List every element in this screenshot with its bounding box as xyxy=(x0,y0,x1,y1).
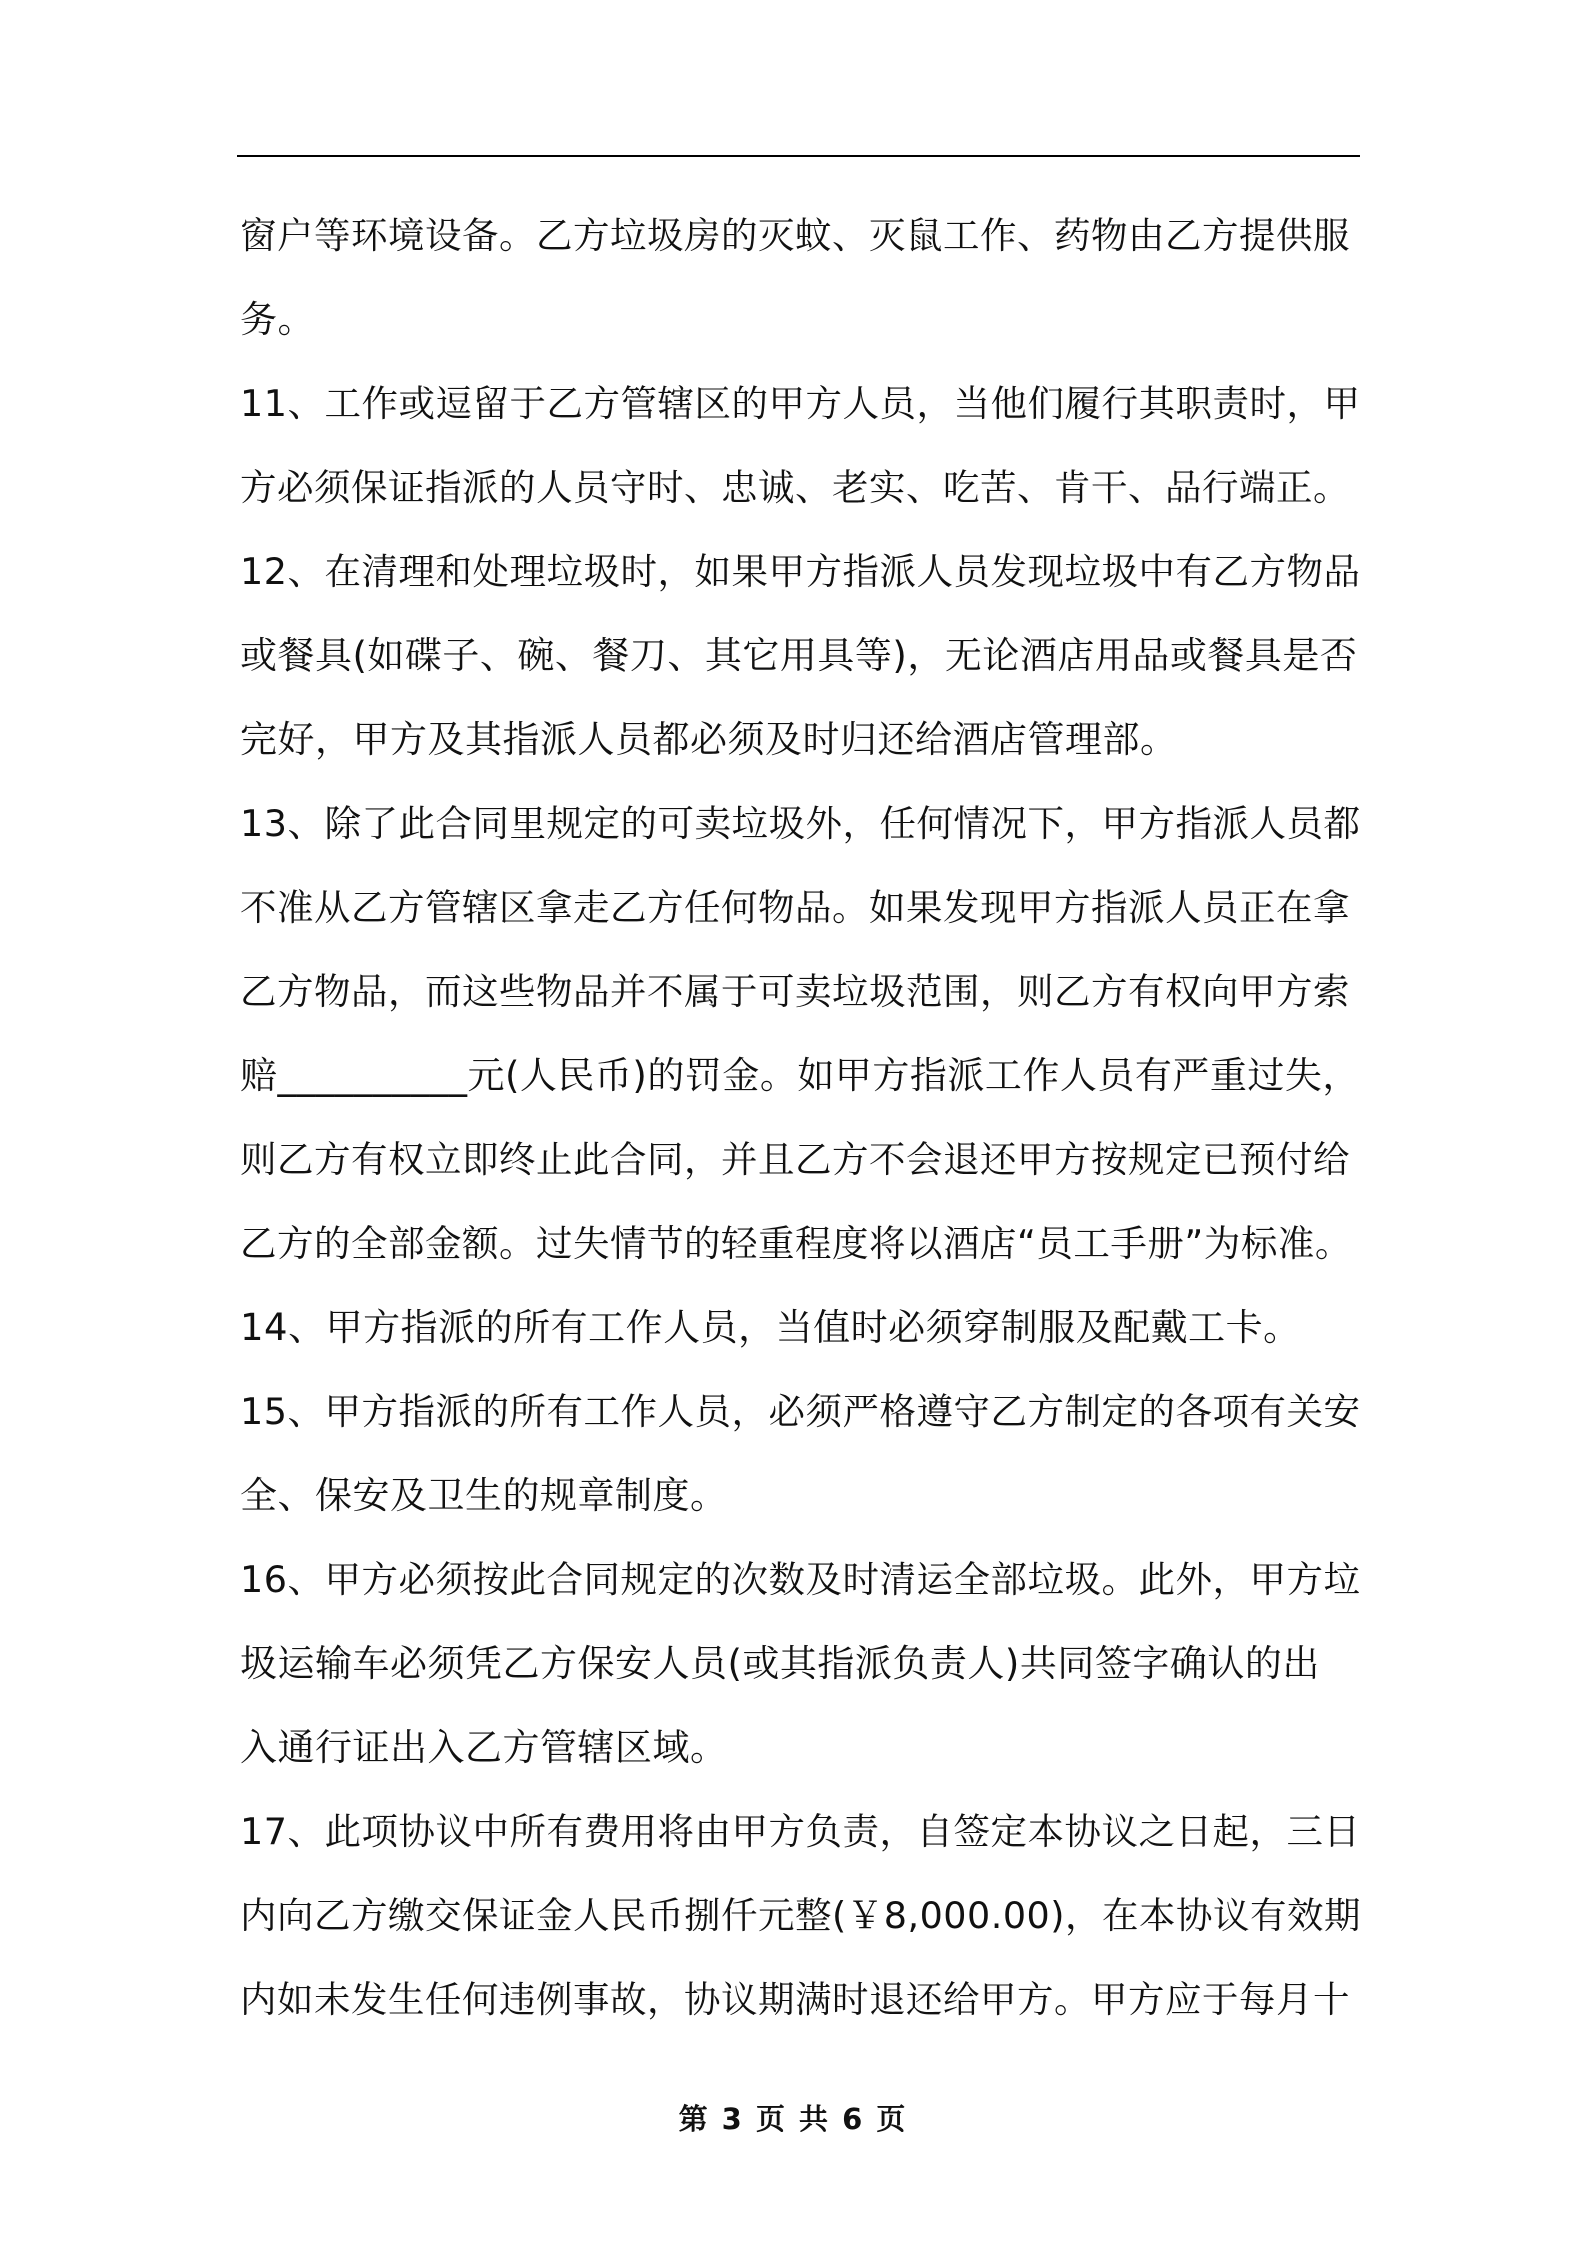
page-footer xyxy=(0,2097,1586,2138)
text-line: 方必须保证指派的人员守时、忠诚、老实、吃苦、肯干、品行端正。 xyxy=(240,466,1350,509)
text-line: 赔__________元(人民币)的罚金。如甲方指派工作人员有严重过失， xyxy=(240,1054,1360,1097)
text-line: 圾运输车必须凭乙方保安人员(或其指派负责人)共同签字确认的出 xyxy=(240,1642,1320,1685)
text-line: 12、在清理和处理垃圾时，如果甲方指派人员发现垃圾中有乙方物品 xyxy=(240,550,1361,593)
text-line: 14、甲方指派的所有工作人员，当值时必须穿制服及配戴工卡。 xyxy=(240,1306,1301,1349)
text-line: 15、甲方指派的所有工作人员，必须严格遵守乙方制定的各项有关安 xyxy=(240,1390,1361,1433)
text-line: 17、此项协议中所有费用将由甲方负责，自签定本协议之日起，三日 xyxy=(240,1810,1361,1853)
text-line: 或餐具(如碟子、碗、餐刀、其它用具等)，无论酒店用品或餐具是否 xyxy=(240,634,1358,677)
text-line: 完好，甲方及其指派人员都必须及时归还给酒店管理部。 xyxy=(240,718,1178,761)
page-number-label: 第 3 页 共 6 页 xyxy=(678,2102,908,2136)
text-line: 11、工作或逗留于乙方管辖区的甲方人员，当他们履行其职责时，甲 xyxy=(240,382,1361,425)
header-divider xyxy=(237,155,1360,157)
text-line: 16、甲方必须按此合同规定的次数及时清运全部垃圾。此外，甲方垃 xyxy=(240,1558,1361,1601)
contract-body xyxy=(240,194,1363,2042)
text-line: 13、除了此合同里规定的可卖垃圾外，任何情况下，甲方指派人员都 xyxy=(240,802,1361,845)
text-line: 内如未发生任何违例事故，协议期满时退还给甲方。甲方应于每月十 xyxy=(240,1978,1350,2021)
text-line: 乙方物品，而这些物品并不属于可卖垃圾范围，则乙方有权向甲方索 xyxy=(240,970,1350,1013)
text-line: 窗户等环境设备。乙方垃圾房的灭蚊、灭鼠工作、药物由乙方提供服 xyxy=(240,214,1350,257)
text-line: 乙方的全部金额。过失情节的轻重程度将以酒店“员工手册”为标准。 xyxy=(240,1222,1352,1265)
text-line: 内向乙方缴交保证金人民币捌仟元整(￥8,000.00)，在本协议有效期 xyxy=(240,1894,1362,1937)
text-line: 不准从乙方管辖区拿走乙方任何物品。如果发现甲方指派人员正在拿 xyxy=(240,886,1350,929)
text-line: 则乙方有权立即终止此合同，并且乙方不会退还甲方按规定已预付给 xyxy=(240,1138,1350,1181)
text-line: 入通行证出入乙方管辖区域。 xyxy=(240,1726,728,1769)
text-line: 务。 xyxy=(240,298,315,341)
text-line: 全、保安及卫生的规章制度。 xyxy=(240,1474,728,1517)
